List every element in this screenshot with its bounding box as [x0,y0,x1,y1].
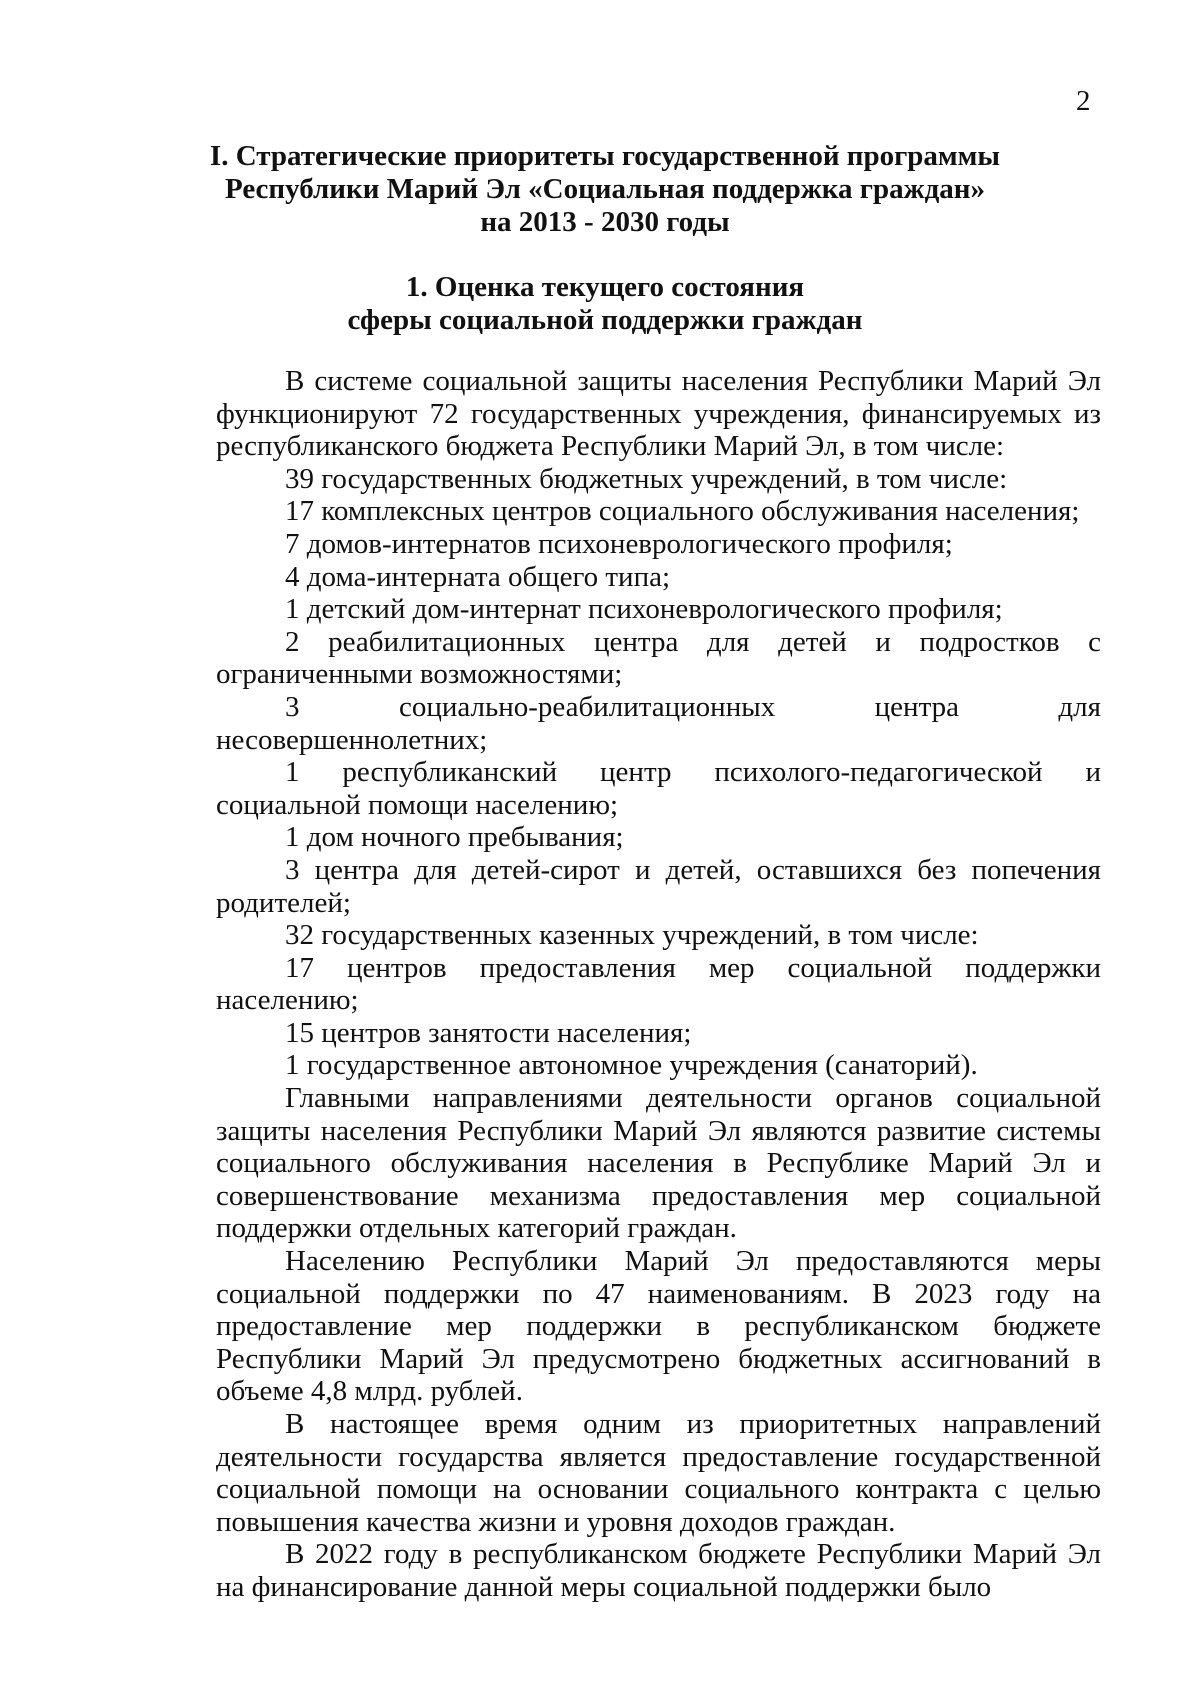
paragraph: 1 дом ночного пребывания; [285,821,624,854]
paragraph: В системе социальной защиты населения Республики Марий Эл функционируют 72 государственных учреждения, финансируемых из республиканского бюджета Республики Марий Эл, в том числе: [216,365,1101,463]
paragraph: В 2022 году в республиканском бюджете Республики Марий Эл на финансирование данной меры социальной поддержки было [216,1538,1101,1603]
paragraph: 3 центра для детей-сирот и детей, оставшихся без попечения родителей; [216,853,1101,919]
paragraph: Населению Республики Марий Эл предоставляются меры социальной поддержки по 47 наименованиям. В 2023 году на предоставление мер поддержки в республиканском бюджете Республики Марий Эл предусмотрено бюджетных ассигнований в объеме 4,8 млрд. рублей. [216,1245,1101,1408]
paragraph: 15 центров занятости населения; [285,1016,692,1049]
section-title-line: на 2013 - 2030 годы [480,206,730,238]
paragraph: 32 государственных казенных учреждений, в том числе: [285,919,979,952]
page-number: 2 [1076,85,1091,117]
subsection-title-line: сферы социальной поддержки граждан [347,304,863,336]
paragraph: 7 домов-интернатов психоневрологического профиля; [285,527,953,560]
section-title-line: Республики Марий Эл «Социальная поддержка граждан» [225,173,985,205]
paragraph: В настоящее время одним из приоритетных направлений деятельности государства является предоставление государственной социальной помощи на основании социального контракта с целью повышения качества жизни и уровня доходов граждан. [216,1408,1101,1538]
paragraph: 17 центров предоставления мер социальной поддержки населению; [216,951,1101,1017]
paragraph: 1 государственное автономное учреждения (санаторий). [285,1049,978,1082]
paragraph: 1 республиканский центр психолого-педагогической и социальной помощи населению; [216,756,1101,821]
body-text [216,365,1101,1604]
paragraph: 39 государственных бюджетных учреждений, в том числе: [285,462,1008,495]
subsection-title [150,271,1060,337]
paragraph: Главными направлениями деятельности органов социальной защиты населения Республики Марий Эл являются развитие системы социального обслуживания населения в Республике Марий Эл и совершенствование механизма предоставления мер социальной поддержки отдельных категорий граждан. [216,1082,1101,1245]
subsection-title-line: 1. Оценка текущего состояния [405,271,805,303]
paragraph: 3 социально-реабилитационных центра для несовершеннолетних; [216,690,1101,756]
paragraph: 17 комплексных центров социального обслуживания населения; [285,495,1080,528]
paragraph: 1 детский дом-интернат психоневрологического профиля; [285,593,1003,626]
section-title-line: I. Стратегические приоритеты государственной программы [209,140,1001,172]
section-title [150,140,1060,239]
paragraph: 2 реабилитационных центра для детей и подростков с ограниченными возможностями; [216,625,1101,691]
paragraph: 4 дома-интерната общего типа; [285,560,671,593]
